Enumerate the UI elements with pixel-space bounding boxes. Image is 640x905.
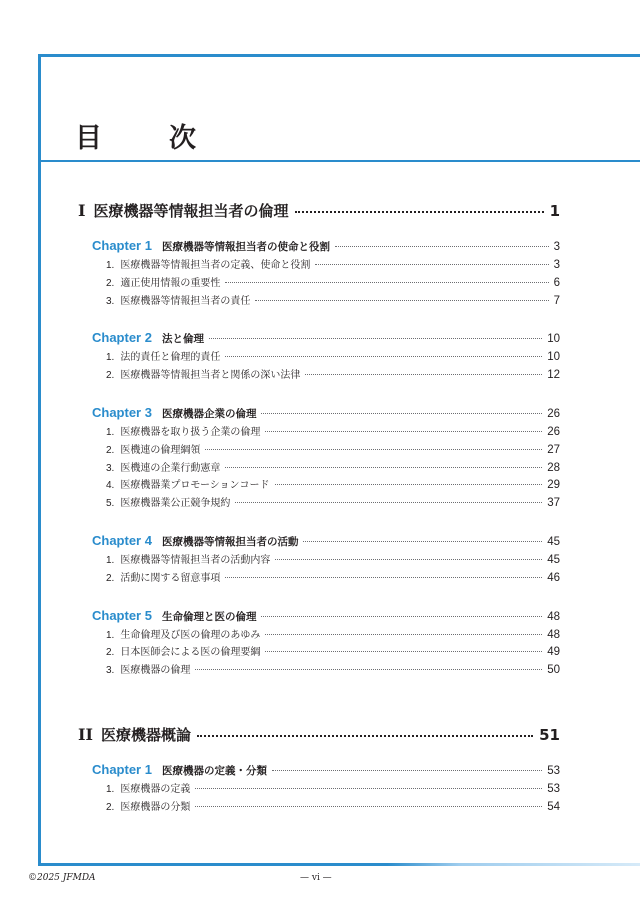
frame-bottom-border	[38, 863, 640, 866]
toc-item-row[interactable]	[106, 274, 560, 289]
item-number: 3.	[106, 295, 115, 307]
part-page-number: 51	[539, 726, 560, 744]
toc-part-row[interactable]	[78, 724, 560, 745]
toc-chapter-row[interactable]	[92, 533, 560, 549]
toc-item-row[interactable]	[106, 661, 560, 676]
item-title: 医療機器の分類	[120, 801, 191, 813]
item-title: 活動に関する留意事項	[120, 572, 221, 584]
leader-dots	[265, 651, 542, 652]
chapter-page-number: 45	[547, 536, 560, 548]
item-number: 1.	[106, 784, 115, 795]
toc-item-row[interactable]	[106, 626, 560, 641]
leader-dots	[225, 467, 542, 468]
leader-dots	[305, 374, 542, 375]
toc-chapter-row[interactable]	[92, 238, 560, 254]
chapter-page-number: 3	[553, 241, 560, 253]
chapter-title: 医療機器等情報担当者の使命と役割	[161, 241, 330, 253]
chapter-page-number: 53	[547, 765, 560, 777]
leader-dots	[195, 806, 542, 807]
toc-item-row[interactable]	[106, 292, 560, 307]
leader-dots	[275, 484, 543, 485]
leader-dots	[225, 356, 542, 357]
item-number: 5.	[106, 498, 115, 510]
item-page-number: 37	[547, 497, 560, 510]
chapter-label: Chapter 4	[92, 533, 152, 548]
part-title: 医療機器概論	[100, 726, 191, 744]
item-page-number: 45	[547, 554, 560, 566]
item-number: 3.	[106, 462, 115, 474]
item-title: 医機連の企業行動憲章	[120, 462, 221, 474]
leader-dots	[209, 338, 542, 339]
item-number: 2.	[106, 277, 115, 289]
item-number: 2.	[106, 801, 115, 813]
item-number: 3.	[106, 665, 115, 677]
page-title: 目 次	[75, 123, 216, 154]
leader-dots	[303, 541, 542, 542]
chapter-title: 法と倫理	[161, 333, 204, 346]
toc-item-row[interactable]	[106, 476, 560, 491]
copyright-footer: ©2025 JFMDA	[28, 873, 96, 883]
item-title: 医療機器業公正競争規約	[120, 498, 231, 510]
leader-dots	[205, 449, 542, 450]
leader-dots	[197, 735, 533, 737]
part-number: II	[78, 725, 93, 744]
chapter-title: 医療機器の定義・分類	[161, 765, 267, 777]
leader-dots	[335, 246, 549, 247]
chapter-label: Chapter 3	[92, 405, 152, 420]
chapter-label: Chapter 5	[92, 607, 152, 623]
item-number: 1.	[106, 260, 115, 271]
item-number: 1.	[106, 427, 115, 438]
leader-dots	[261, 616, 542, 617]
chapter-title: 医療機器企業の倫理	[161, 408, 257, 420]
item-page-number: 7	[553, 294, 560, 307]
leader-dots	[225, 282, 548, 283]
leader-dots	[261, 413, 542, 414]
chapter-label: Chapter 1	[92, 238, 152, 253]
item-number: 2.	[106, 444, 115, 456]
item-page-number: 26	[547, 426, 560, 438]
toc-item-row[interactable]	[106, 256, 560, 271]
item-page-number: 12	[547, 369, 560, 382]
toc-item-row[interactable]	[106, 366, 560, 381]
item-title: 医療機器の定義	[120, 784, 191, 795]
toc-item-row[interactable]	[106, 643, 560, 658]
toc-item-row[interactable]	[106, 423, 560, 438]
chapter-page-number: 10	[547, 333, 560, 346]
toc-chapter-row[interactable]	[92, 405, 560, 421]
toc-chapter-row[interactable]	[92, 762, 560, 778]
toc-chapter-row[interactable]	[92, 608, 560, 624]
chapter-title: 生命倫理と医の倫理	[161, 610, 257, 623]
item-title: 適正使用情報の重要性	[120, 277, 221, 289]
toc-chapter-row[interactable]	[92, 330, 560, 346]
toc-item-row[interactable]	[106, 441, 560, 456]
item-title: 医療機器等情報担当者の定義、使命と役割	[120, 260, 311, 271]
part-number: I	[78, 201, 86, 220]
item-number: 1.	[106, 555, 115, 566]
item-page-number: 46	[547, 571, 560, 584]
item-page-number: 27	[547, 443, 560, 456]
chapter-label: Chapter 2	[92, 330, 152, 346]
leader-dots	[265, 431, 542, 432]
leader-dots	[272, 770, 542, 771]
item-title: 医療機器を取り扱う企業の倫理	[120, 427, 261, 438]
chapter-page-number: 48	[547, 610, 560, 623]
item-title: 医療機器業プロモーションコード	[120, 480, 270, 492]
frame-top-border	[38, 54, 640, 57]
leader-dots	[225, 577, 542, 578]
item-number: 1.	[106, 352, 115, 364]
leader-dots	[295, 211, 544, 213]
chapter-title: 医療機器等情報担当者の活動	[161, 536, 299, 548]
leader-dots	[255, 300, 548, 301]
toc-item-row[interactable]	[106, 569, 560, 584]
toc-item-row[interactable]	[106, 798, 560, 813]
item-number: 1.	[106, 629, 115, 641]
leader-dots	[275, 559, 542, 560]
leader-dots	[195, 788, 542, 789]
item-number: 2.	[106, 572, 115, 584]
toc-part-row[interactable]	[78, 200, 560, 221]
item-page-number: 50	[547, 664, 560, 677]
item-page-number: 29	[547, 479, 560, 492]
leader-dots	[235, 502, 542, 503]
item-title: 日本医師会による医の倫理要綱	[120, 647, 261, 659]
item-title: 医療機器等情報担当者の活動内容	[120, 555, 271, 566]
chapter-label: Chapter 1	[92, 762, 152, 777]
toc-item-row[interactable]	[106, 459, 560, 474]
item-number: 2.	[106, 370, 115, 382]
leader-dots	[195, 669, 542, 670]
item-page-number: 3	[553, 259, 560, 271]
item-number: 4.	[106, 480, 115, 492]
item-title: 医機連の倫理綱領	[120, 444, 201, 456]
item-title: 医療機器等情報担当者と関係の深い法律	[120, 370, 301, 382]
item-title: 生命倫理及び医の倫理のあゆみ	[120, 629, 261, 641]
item-page-number: 48	[547, 628, 560, 641]
title-divider	[38, 160, 640, 162]
chapter-page-number: 26	[547, 408, 560, 420]
toc-item-row[interactable]	[106, 551, 560, 566]
item-page-number: 28	[547, 461, 560, 474]
page-number-footer: — vi —	[300, 873, 332, 883]
item-title: 法的責任と倫理的責任	[120, 352, 221, 364]
item-page-number: 54	[547, 800, 560, 813]
leader-dots	[315, 264, 548, 265]
frame-left-border	[38, 54, 41, 866]
item-title: 医療機器の倫理	[120, 665, 191, 677]
toc-item-row[interactable]	[106, 494, 560, 509]
leader-dots	[265, 634, 542, 635]
part-title: 医療機器等情報担当者の倫理	[93, 202, 289, 220]
item-page-number: 53	[547, 783, 560, 795]
item-number: 2.	[106, 647, 115, 659]
item-page-number: 10	[547, 351, 560, 364]
item-page-number: 6	[553, 276, 560, 289]
toc-item-row[interactable]	[106, 348, 560, 363]
item-page-number: 49	[547, 646, 560, 659]
part-page-number: 1	[549, 202, 560, 220]
toc-item-row[interactable]	[106, 780, 560, 795]
item-title: 医療機器等情報担当者の責任	[120, 295, 251, 307]
